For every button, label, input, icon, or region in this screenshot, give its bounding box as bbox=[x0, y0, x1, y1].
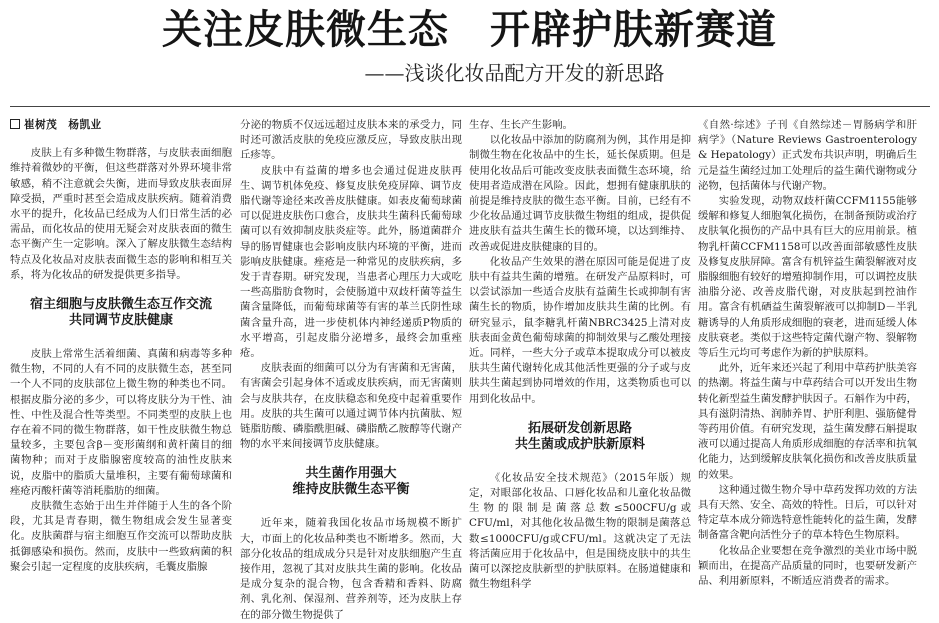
paragraph: 化妆品企业要想在竞争激烈的美业市场中脱颖而出，在提高产品质量的同时，也要研发新产品、利用新原料，不断适应消费者的需求。 bbox=[698, 544, 917, 588]
square-bullet-icon bbox=[10, 119, 20, 129]
text-column-3 bbox=[469, 118, 691, 591]
author-names: 崔树茂 杨凯业 bbox=[24, 119, 102, 131]
text-column-4 bbox=[698, 118, 917, 588]
section-heading-line: 共同调节皮肤健康 bbox=[68, 313, 173, 329]
paragraph: 以化妆品中添加的防腐剂为例，其作用是抑制微生物在化妆品中的生长，延长保质期。但是使用化妆品后可能改变皮肤表面微生态环境，给使用者造成潜在风险。因此，想拥有健康肌肤的前提是维持皮肤的微生态平衡。目前，已经有不少化妆品通过调节皮肤微生物组的组成，提供促进皮肤有益共生菌生长的微环境，以达到维持、改善或促进皮肤健康的目的。 bbox=[469, 134, 691, 253]
paragraph: 这种通过微生物介导中草药发挥功效的方法具有天然、安全、高效的特性。日后，可以针对特定草本成分筛选特意性能转化的益生菌，发酵制备富含靶向活性分子的草本特色生物原料。 bbox=[698, 483, 917, 542]
paragraph: 近年来，随着我国化妆品市场规模不断扩大，市面上的化妆品种类也不断增多。然而，大部分化妆品的组成成分只是针对皮肤细胞产生直接作用，忽视了其对皮肤共生菌的影响。化妆品是成分复杂的混合物，包含香精和香料、防腐剂、乳化剂、保湿剂、营养剂等，还为皮肤上存在的部分微生物提供了 bbox=[240, 517, 462, 621]
paragraph: 分泌的物质不仅远远超过皮肤本来的承受力，同时还可激活皮肤的免疫应激反应，导致皮肤出现丘疹等。 bbox=[240, 119, 462, 162]
article-subtitle: ——浅谈化妆品配方开发的新思路 bbox=[364, 61, 665, 85]
paragraph: 生存、生长产生影响。 bbox=[469, 119, 573, 131]
paragraph: 皮肤表面的细菌可以分为有害菌和无害菌，有害菌会引起身体不适或皮肤疾病，而无害菌则会与皮肤共存，在皮肤稳态和免疫中起着重要作用。皮肤的共生菌可以通过调节体内抗菌肽、短链脂肪酸、磷脂酰胆碱、磷脂酰乙胺醇等代谢产物的水平来间接调节皮肤健康。 bbox=[240, 362, 462, 451]
header-divider bbox=[10, 106, 930, 107]
author-line bbox=[10, 118, 232, 133]
section-heading-line: 共生菌作用强大 bbox=[305, 466, 397, 482]
section-heading-line: 共生菌或成护肤新原料 bbox=[514, 436, 645, 452]
section-heading bbox=[10, 297, 232, 329]
paragraph: 化妆品产生效果的潜在原因可能是促进了皮肤中有益共生菌的增殖。在研发产品原料时，可以尝试添加一些适合皮肤有益菌生长或抑制有害菌生长的物质，协作增加皮肤共生菌的比例。有研究显示，鼠李糖乳杆菌NBRC3425上清对皮肤表面金黄色葡萄球菌的抑制效果与乙酸处理接近。同样，一些大分子或草本提取成分可以被皮肤共生菌代谢转化成其他活性更强的分子或与皮肤共生菌起到协同增效的作用，这类物质也可以用到化妆品中。 bbox=[469, 255, 691, 405]
paragraph: 皮肤上常常生活着细菌、真菌和病毒等多种微生物，不同的人有不同的皮肤微生态，甚至同一个人不同的皮肤部位上微生物的种类也不同。根据皮脂分泌的多少，可以将皮肤分为干性、油性、中性及混合性等类型。不同类型的皮肤上也存在着不同的微生物群落，如干性皮肤微生物总量较多，主要包含β－变形菌纲和黄杆菌目的细菌物种；而对于皮脂腺密度较高的油性皮肤来说，皮脂中的脂质大量堆积，主要有葡萄球菌和痤疮丙酸杆菌等消耗脂肪的细菌。 bbox=[10, 348, 232, 497]
section-heading bbox=[240, 466, 462, 498]
paragraph: 此外，近年来还兴起了利用中草药护肤美容的热潮。将益生菌与中草药结合可以开发出生物转化新型益生菌发酵护肤因子。石斛作为中药，具有滋阴清热、润肺养胃、护肝利胆、强筋健骨等药用价值。有研究发现，益生菌发酵石斛提取液可以通过提高人角质形成细胞的存活率和抗氧化能力，达到缓解皮肤氧化损伤和改善皮肤质量的效果。 bbox=[698, 362, 917, 481]
paragraph: 皮肤中有益菌的增多也会通过促进皮肤再生、调节机体免疫、修复皮肤免疫屏障、调节皮脂代谢等途径来改善皮肤健康。如表皮葡萄球菌可以促进皮肤伤口愈合，皮肤共生菌科氏葡萄球菌可以有效抑制皮肤炎症等。此外，肠道菌群介导的肠胃健康也会影响皮肤内环境的平衡，进而影响皮肤健康。痤疮是一种常见的皮肤疾病，多发于青春期。研究发现，当患者心理压力大或吃一些高脂肪食物时，会使肠道中双歧杆菌等益生菌含量降低，而葡萄球菌等有害的革兰氏阴性球菌含量升高，进一步使机体内神经递质P物质的水平增高，引起皮脂分泌增多，最终会加重痤疮。 bbox=[240, 164, 462, 360]
paragraph: 皮肤微生态始于出生并伴随于人生的各个阶段，尤其是青春期，微生物组成会发生显著变化。皮肤菌群与宿主细胞互作交流可以帮助皮肤抵御感染和损伤。然而，皮肤中一些致病菌的积聚会引起一定程度的皮肤疾病，毛囊皮脂腺 bbox=[10, 500, 232, 573]
section-heading-line: 维持皮肤微生态平衡 bbox=[292, 482, 410, 498]
section-heading bbox=[469, 421, 691, 453]
article-title: 关注皮肤微生态 开辟护肤新赛道 bbox=[162, 6, 777, 53]
paragraph: 《自然·综述》子刊《自然综述－胃肠病学和肝病学》（Nature Reviews Gastroenterology & Hepatology）正式发布共识声明，明确后生元是益生菌经过加工处理后的益生菌代谢物或分泌物，包括菌体与代谢产物。 bbox=[698, 119, 917, 192]
section-heading-line: 宿主细胞与皮肤微生态互作交流 bbox=[29, 297, 212, 313]
text-column-2 bbox=[240, 118, 462, 621]
paragraph: 皮肤上有多种微生物群落，与皮肤表面细胞维持着微妙的平衡，但这些群落对外界环境非常敏感，稍不注意就会失衡，进而导致皮肤表面屏障受损，严重时甚至会造成皮肤疾病。随着消费水平的提升，化妆品已经成为人们日常生活的必需品，而化妆品的使用无疑会对皮肤表面的微生态平衡产生一定影响。深入了解皮肤微生态结构特点及化妆品对皮肤表面微生态的影响和相互关系，将为化妆品的研发提供更多指导。 bbox=[10, 147, 232, 281]
paragraph: 《化妆品安全技术规范》（2015年版）规定，对眼部化妆品、口唇化妆品和儿童化妆品微生物的限制是菌落总数≤500CFU/g或CFU/ml，对其他化妆品微生物的限制是菌落总数≤1000CFU/g或CFU/ml。这就决定了无法将活菌应用于化妆品中，但是围绕皮肤中的共生菌可以深挖皮肤新型的护肤原料。在肠道健康和微生物组科学 bbox=[469, 471, 691, 591]
paragraph: 实验发现，动物双歧杆菌CCFM1155能够缓解和修复人细胞氧化损伤，在制备预防或治疗皮肤氧化损伤的产品中具有巨大的应用前景。植物乳杆菌CCFM1158可以改善面部敏感性皮肤及修复皮肤屏障。富含有机锌益生菌裂解液对皮脂腺细胞有较好的增殖抑制作用，可以调控皮肤油脂分泌、改善皮脂代谢，对皮肤起到控油作用。富含有机硒益生菌裂解液可以抑制D－半乳糖诱导的人角质形成细胞的衰老，进而延缓人体皮肤衰老。类似于这些特定菌代谢产物、裂解物等后生元均可考虑作为新的护肤原料。 bbox=[698, 195, 917, 360]
section-heading-line: 拓展研发创新思路 bbox=[527, 420, 632, 436]
text-column-1 bbox=[10, 118, 232, 588]
